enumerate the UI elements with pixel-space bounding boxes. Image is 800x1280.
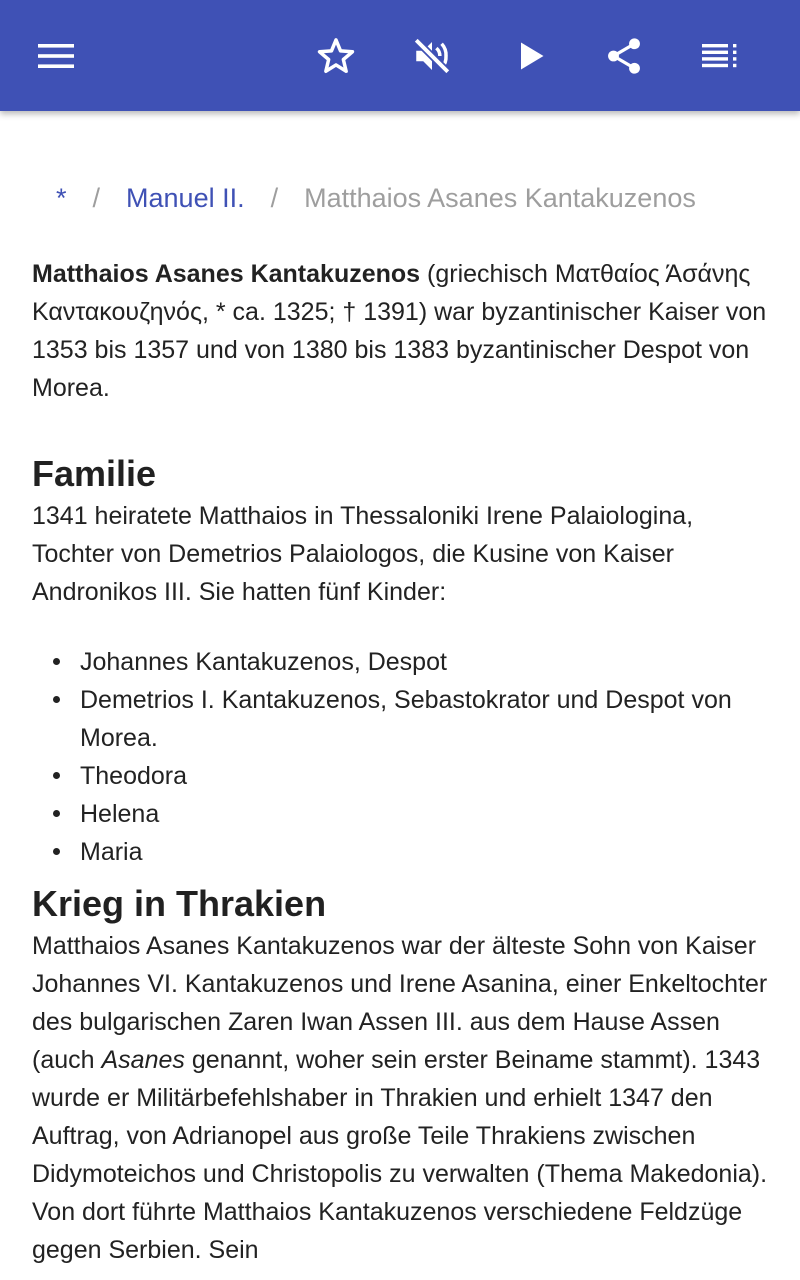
play-button[interactable] — [502, 28, 558, 84]
list-item: Theodora — [80, 757, 772, 795]
children-list — [32, 643, 772, 871]
share-icon — [603, 35, 645, 77]
breadcrumb-separator: / — [270, 183, 279, 213]
section-paragraph-krieg — [32, 927, 772, 1269]
list-item: Demetrios I. Kantakuzenos, Sebastokrator und Despot von Morea. — [80, 681, 772, 757]
article-body — [32, 255, 772, 1269]
intro-text: (griechisch Ματθαίος Άσάνης Καντακουζηνός, * ca. 1325; † 1391) war byzantinischer Kaiser von 1353 bis 1357 und von 1380 bis 1383 byzantinischer Despot von Morea. — [32, 260, 767, 402]
playlist-button[interactable] — [692, 28, 748, 84]
section-heading-krieg-in-thrakien: Krieg in Thrakien — [32, 883, 327, 924]
list-item: Maria — [80, 833, 772, 871]
article-content[interactable] — [0, 111, 800, 1280]
breadcrumb — [56, 181, 776, 215]
breadcrumb-current: Matthaios Asanes Kantakuzenos — [304, 183, 696, 213]
breadcrumb-parent-link[interactable]: Manuel II. — [126, 183, 245, 213]
mute-button[interactable] — [404, 28, 460, 84]
bookmark-button[interactable] — [308, 28, 364, 84]
list-item: Johannes Kantakuzenos, Despot — [80, 643, 772, 681]
menu-icon — [36, 36, 76, 76]
paragraph-text: genannt, woher sein erster Beiname stammt). 1343 wurde er Militärbefehlshaber in Thrakien und erhielt 1347 den Auftrag, von Adrianopel aus große Teile Thrakiens zwischen Didymoteichos und Christopolis zu verwalten (Thema Makedonia). Von dort führte Matthaios Kantakuzenos verschiedene Feldzüge gegen Serbien. Sein — [32, 1046, 768, 1264]
volume-off-icon — [411, 35, 453, 77]
list-item: Helena — [80, 795, 772, 833]
section-paragraph-familie: 1341 heiratete Matthaios in Thessaloniki Irene Palaiologina, Tochter von Demetrios Palaiologos, die Kusine von Kaiser Andronikos III. Sie hatten fünf Kinder: — [32, 502, 694, 606]
article-title-term: Matthaios Asanes Kantakuzenos — [32, 260, 421, 288]
breadcrumb-root-link[interactable]: * — [56, 183, 67, 213]
star-icon — [315, 35, 357, 77]
paragraph-text: Matthaios Asanes Kantakuzenos war der älteste Sohn von Kaiser Johannes VI. Kantakuzenos und Irene Asanina, einer Enkeltochter des bulgarischen Zaren Iwan Assen III. aus dem Hause Assen (auch — [32, 932, 768, 1074]
share-button[interactable] — [596, 28, 652, 84]
breadcrumb-separator: / — [92, 183, 101, 213]
section-heading-familie: Familie — [32, 453, 157, 494]
play-icon — [512, 38, 548, 74]
app-toolbar — [0, 0, 800, 111]
playlist-icon — [700, 36, 740, 76]
menu-button[interactable] — [28, 28, 84, 84]
italic-term: Asanes — [101, 1046, 185, 1074]
intro-paragraph — [32, 255, 772, 407]
